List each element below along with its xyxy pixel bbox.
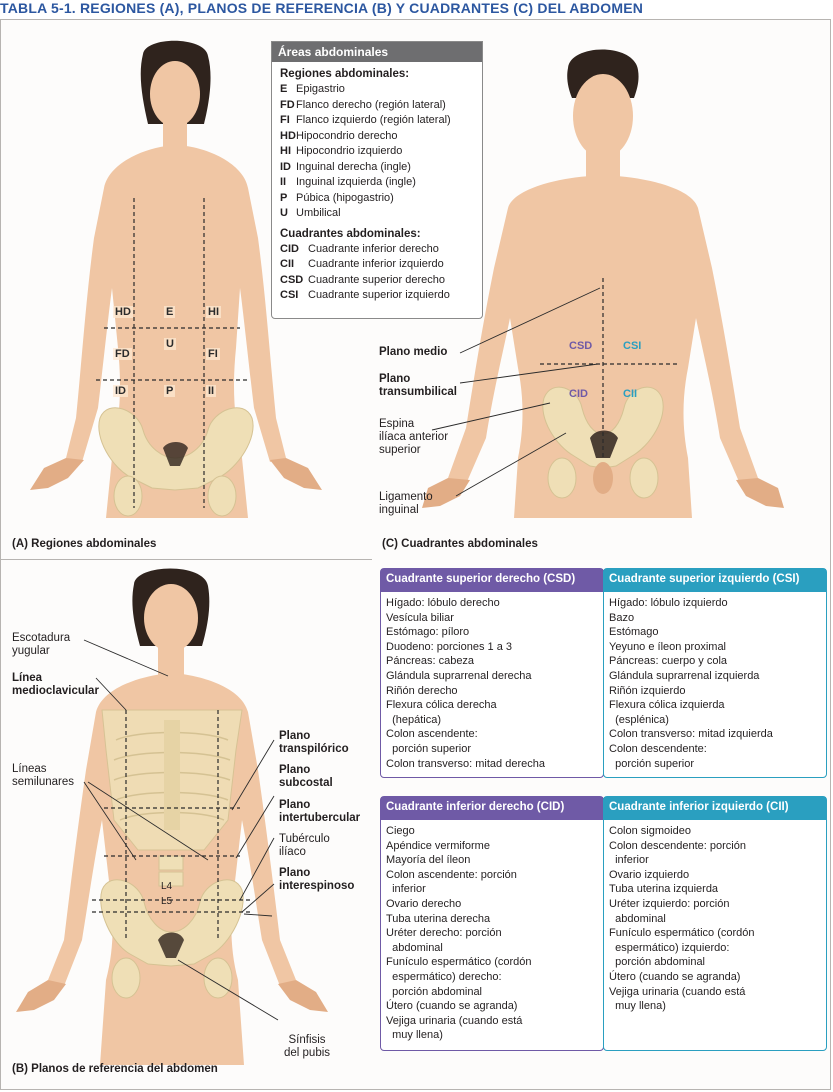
region-tag-id: ID (115, 385, 126, 397)
organ-item: Páncreas: cabeza (386, 655, 475, 668)
quadrant-box-csd (380, 568, 604, 778)
organ-item: inferior (386, 883, 426, 896)
organ-item: porción superior (609, 757, 694, 770)
organ-item: Tuba uterina derecha (386, 912, 491, 925)
organ-item: Tuba uterina izquierda (609, 883, 719, 896)
quadrant-box-title: Cuadrante inferior izquierdo (CII) (604, 797, 826, 820)
organ-item: porción superior (386, 742, 471, 755)
organ-item: Flexura cólica izquierda (609, 699, 725, 712)
quadrant-box-title: Cuadrante superior izquierdo (CSI) (604, 569, 826, 592)
organ-item: (hepática) (386, 713, 442, 726)
legend-region-row: FDFlanco derecho (región lateral) (280, 98, 446, 111)
organ-item: porción abdominal (609, 956, 706, 969)
organ-item: (esplénica) (609, 713, 669, 726)
organ-item: Bazo (609, 611, 635, 624)
region-tag-hi: HI (208, 306, 219, 318)
organ-item: Duodeno: porciones 1 a 3 (386, 640, 512, 653)
label-plano-interespinoso: Plano interespinoso (279, 867, 355, 892)
region-tag-p: P (166, 385, 174, 397)
organ-item: Ovario derecho (386, 897, 462, 910)
label-linea-medioclavicular: Línea medioclavicular (12, 672, 99, 697)
legend-quadrant-row: CSI Cuadrante superior izquierdo (280, 289, 450, 301)
organ-item: Vejiga urinaria (cuando está (386, 1014, 523, 1027)
region-tag-e: E (166, 306, 174, 318)
legend-region-row: HDHipocondrio derecho (280, 129, 398, 142)
male-figure-c (420, 38, 820, 543)
quadrant-tag-cid: CID (569, 388, 588, 400)
vertebra-label-l4: L4 (161, 881, 173, 892)
legend-quadrant-row: CID Cuadrante inferior derecho (280, 242, 439, 255)
organ-item: Yeyuno e íleon proximal (609, 640, 727, 653)
organ-item: Uréter izquierdo: porción (609, 897, 730, 910)
organ-list (604, 820, 826, 1014)
legend-quadrants-title: Cuadrantes abdominales: (280, 227, 421, 240)
legend-region-row: E Epigastrio (280, 83, 345, 95)
organ-item: Colon descendente: (609, 742, 707, 755)
legend-region-row: U Umbilical (280, 207, 341, 219)
organ-item: Hígado: lóbulo derecho (386, 597, 500, 609)
legend-region-row: P Púbica (hipogastrio) (280, 191, 394, 204)
region-tag-u: U (166, 338, 174, 350)
organ-list (381, 592, 603, 771)
legend-regions-title: Regiones abdominales: (280, 68, 410, 80)
legend-heading: Áreas abdominales (272, 42, 482, 62)
label-plano-transumbilical: Plano transumbilical (379, 373, 457, 398)
quadrant-box-title: Cuadrante inferior derecho (CID) (381, 797, 603, 820)
quadrant-tag-cii: CII (623, 388, 638, 400)
organ-item: Flexura cólica derecha (386, 699, 497, 712)
region-tag-ii: II (208, 385, 215, 397)
region-tag-fd: FD (115, 348, 130, 360)
organ-item: Estómago (609, 626, 659, 639)
organ-item: Colon ascendente: porción (386, 868, 517, 881)
organ-item: Mayoría del íleon (386, 854, 471, 867)
organ-item: Colon transverso: mitad izquierda (609, 728, 773, 741)
legend-region-row: FI Flanco izquierdo (región lateral) (280, 114, 451, 126)
organ-item: espermático) izquierdo: (609, 941, 730, 954)
label-plano-transpilorico: Plano transpilórico (279, 730, 349, 755)
organ-item: Riñón derecho (386, 684, 458, 697)
organ-item: Útero (cuando se agranda) (609, 970, 741, 983)
organ-item: Glándula suprarrenal derecha (386, 669, 532, 682)
vertebra-label-l5: L5 (161, 896, 173, 907)
quadrant-tag-csd: CSD (569, 340, 593, 352)
label-sinfisis-pubis: Sínfisis del pubis (284, 1034, 331, 1059)
caption-figure-c: (C) Cuadrantes abdominales (382, 538, 538, 550)
label-escotadura-yugular: Escotadura yugular (12, 632, 71, 657)
organ-item: Glándula suprarrenal izquierda (609, 669, 760, 682)
organ-item: Ovario izquierdo (609, 868, 690, 881)
organ-list (381, 820, 603, 1043)
label-lineas-semilunares: Líneas semilunares (12, 763, 74, 788)
organ-item: Ciego (386, 825, 415, 837)
label-tuberculo-iliaco: Tubérculo ilíaco (279, 833, 330, 858)
caption-figure-a: (A) Regiones abdominales (12, 538, 157, 550)
organ-item: muy llena) (609, 1000, 666, 1013)
organ-item: Vejiga urinaria (cuando está (609, 985, 746, 998)
label-espina-iliaca: Espina ilíaca anterior superior (379, 418, 449, 456)
organ-item: Hígado: lóbulo izquierdo (609, 597, 728, 609)
organ-item: Útero (cuando se agranda) (386, 1000, 518, 1013)
organ-item: Páncreas: cuerpo y cola (609, 655, 728, 668)
organ-item: inferior (609, 854, 649, 867)
organ-item: Riñón izquierdo (609, 684, 686, 697)
organ-item: porción abdominal (386, 985, 483, 998)
organ-item: Funículo espermático (cordón (386, 956, 532, 969)
legend-region-row: ID Inguinal derecha (ingle) (280, 160, 411, 173)
caption-figure-b: (B) Planos de referencia del abdomen (12, 1063, 218, 1075)
organ-item: Colon descendente: porción (609, 839, 746, 852)
organ-item: Estómago: píloro (386, 626, 470, 639)
region-tag-fi: FI (208, 348, 218, 360)
region-tag-hd: HD (115, 306, 131, 318)
organ-item: Colon sigmoideo (609, 825, 691, 837)
label-ligamento-inguinal: Ligamento inguinal (379, 491, 433, 516)
organ-item: Funículo espermático (cordón (609, 927, 755, 940)
quadrant-box-title: Cuadrante superior derecho (CSD) (381, 569, 603, 592)
quadrant-tag-csi: CSI (623, 340, 642, 352)
label-plano-medio: Plano medio (379, 346, 448, 358)
organ-item: Apéndice vermiforme (386, 839, 490, 852)
organ-item: Colon ascendente: (386, 728, 478, 741)
legend-quadrant-row: CII Cuadrante inferior izquierdo (280, 258, 444, 270)
organ-item: Vesícula biliar (386, 611, 454, 624)
organ-item: muy llena) (386, 1029, 443, 1042)
organ-item: Uréter derecho: porción (386, 927, 502, 940)
organ-item: abdominal (609, 912, 666, 925)
page-title: TABLA 5-1. REGIONES (A), PLANOS DE REFERENCIA (B) Y CUADRANTES (C) DEL ABDOMEN (0, 0, 644, 16)
legend-region-row: HI Hipocondrio izquierdo (280, 145, 403, 157)
legend-quadrant-row: CSD Cuadrante superior derecho (280, 273, 445, 286)
quadrant-box-cii (603, 796, 827, 1051)
label-plano-subcostal: Plano subcostal (279, 764, 333, 789)
organ-item: espermático) derecho: (386, 970, 502, 983)
organ-item: abdominal (386, 941, 443, 954)
quadrant-box-csi (603, 568, 827, 778)
organ-list (604, 592, 826, 771)
legend-region-row: II Inguinal izquierda (ingle) (280, 176, 416, 188)
label-plano-intertubercular: Plano intertubercular (279, 799, 361, 824)
organ-item: Colon transverso: mitad derecha (386, 757, 545, 770)
quadrant-box-cid (380, 796, 604, 1051)
